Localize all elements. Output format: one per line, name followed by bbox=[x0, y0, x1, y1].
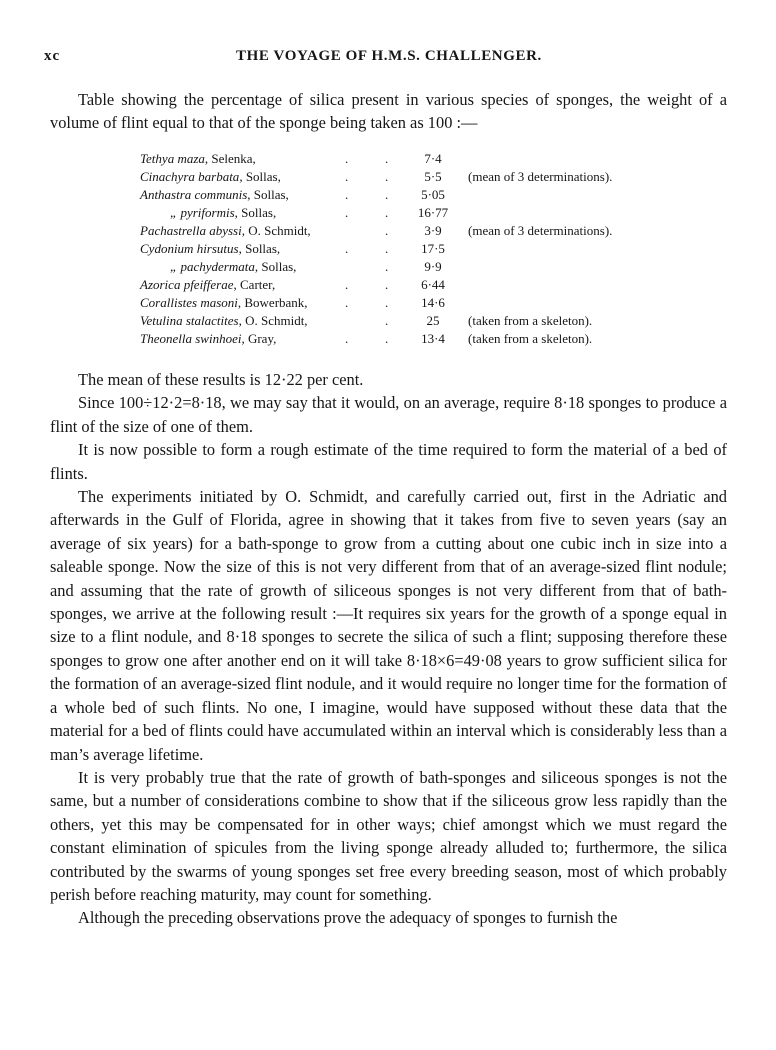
table-row bbox=[140, 150, 660, 168]
leader-dot: . bbox=[385, 331, 389, 346]
silica-percentage: 5·5 bbox=[424, 169, 442, 184]
species-author: , Bowerbank, bbox=[237, 295, 308, 310]
table-row bbox=[140, 168, 660, 186]
silica-percentage: 16·77 bbox=[417, 205, 449, 220]
species-name bbox=[170, 258, 296, 276]
paragraph: The experiments initiated by O. Schmidt, and carefully carried out, first in the Adriatic and afterwards in the Gulf of Florida, agree in showing that it takes from five to seven years (say an average of six years) for a bath-sponge to grow from a cutting about one cubic inch in size into a saleable sponge. Now the size of this is not very different from that of an average-sized flint nodule; and assuming that the rate of growth of siliceous sponges is not very different from that of bath-sponges, we arrive at the following result :—It requires six years for the growth of a sponge equal in size to a flint nodule, and 8·18 sponges to secrete the silica of such a flint; supposing therefore these sponges to grow one after another end on it will take 8·18×6=49·08 years to grow sufficient silica for the formation of an average-sized flint nodule, and it would require no longer time for the formation of a whole bed of such flints. No one, I imagine, would have supposed without these data that the material for a bed of flints could have accumulated within an interval which is considerably less than a man’s average lifetime. bbox=[50, 487, 727, 764]
species-genus: Theonella swinhoei bbox=[140, 331, 242, 346]
leader-dot: . bbox=[385, 259, 389, 274]
species-name bbox=[140, 240, 280, 258]
leader-dot: . bbox=[385, 313, 389, 328]
leader-dot: . bbox=[345, 169, 349, 184]
silica-percentage: 14·6 bbox=[421, 295, 445, 310]
species-genus: „ pachydermata bbox=[170, 259, 255, 274]
leader-dot: . bbox=[385, 187, 389, 202]
page-number: xc bbox=[44, 48, 61, 64]
silica-percentage: 7·4 bbox=[424, 151, 442, 166]
species-name bbox=[140, 168, 281, 186]
table-row bbox=[140, 294, 660, 312]
leader-dot: . bbox=[345, 187, 349, 202]
species-author: , Sollas, bbox=[254, 259, 297, 274]
table-row bbox=[140, 186, 660, 204]
leader-dot: . bbox=[345, 331, 349, 346]
species-genus: Cydonium hirsutus bbox=[140, 241, 239, 256]
species-author: , O. Schmidt, bbox=[238, 313, 308, 328]
species-author: , Carter, bbox=[233, 277, 276, 292]
running-title: THE VOYAGE OF H.M.S. CHALLENGER. bbox=[236, 48, 542, 64]
silica-percentage: 9·9 bbox=[424, 259, 442, 274]
leader-dot: . bbox=[385, 151, 389, 166]
leader-dot: . bbox=[385, 205, 389, 220]
table-caption: Table showing the percentage of silica present in various species of sponges, the weight of a volume of flint equal to that of the sponge being taken as 100 :— bbox=[50, 90, 727, 133]
paragraph: Although the preceding observations prove the adequacy of sponges to furnish the bbox=[78, 908, 618, 928]
leader-dot: . bbox=[385, 277, 389, 292]
table-row bbox=[140, 258, 660, 276]
table-row bbox=[140, 204, 660, 222]
species-author: , Sollas, bbox=[247, 187, 289, 202]
table-caption-block bbox=[50, 88, 727, 135]
species-name bbox=[140, 222, 311, 240]
leader-dot: . bbox=[345, 151, 349, 166]
leader-dot: . bbox=[385, 295, 389, 310]
table-row bbox=[140, 240, 660, 258]
leader-dot: . bbox=[385, 241, 389, 256]
leader-dot: . bbox=[345, 205, 349, 220]
table-note: (mean of 3 determinations). bbox=[468, 223, 613, 238]
paragraph: It is very probably true that the rate of growth of bath-sponges and siliceous sponges is not the same, but a number of considerations combine to show that if the siliceous grow less rapidly than the others, yet this may be compensated for in other ways; chief amongst which we must regard the constant elimination of spicules from the living sponge already alluded to; furthermore, the silica contributed by the swarms of young sponges set free every breeding season, most of which probably perish before reaching maturity, may count for something. bbox=[50, 767, 727, 904]
paragraph: It is now possible to form a rough estimate of the time required to form the material of a bed of flints. bbox=[50, 440, 727, 483]
species-genus: Azorica pfeifferae bbox=[140, 277, 234, 292]
species-author: , Selenka, bbox=[204, 151, 256, 166]
species-name bbox=[170, 204, 276, 222]
table-note: (taken from a skeleton). bbox=[468, 331, 593, 346]
table-note: (mean of 3 determinations). bbox=[468, 169, 613, 184]
silica-percentage: 25 bbox=[426, 313, 440, 328]
table-row bbox=[140, 276, 660, 294]
species-genus: Anthastra communis bbox=[140, 187, 248, 202]
table-row bbox=[140, 312, 660, 330]
body-text bbox=[50, 368, 727, 930]
silica-table bbox=[140, 150, 660, 348]
leader-dot: . bbox=[345, 241, 349, 256]
species-genus: Corallistes masoni bbox=[140, 295, 238, 310]
species-genus: Cinachyra barbata bbox=[140, 169, 240, 184]
species-name bbox=[140, 186, 289, 204]
paragraph: The mean of these results is 12·22 per cent. bbox=[78, 370, 364, 389]
paragraph: Since 100÷12·2=8·18, we may say that it would, on an average, require 8·18 sponges to produce a flint of the size of one of them. bbox=[50, 393, 727, 436]
silica-percentage: 17·5 bbox=[421, 241, 445, 256]
page-header bbox=[0, 46, 776, 70]
table-note: (taken from a skeleton). bbox=[468, 313, 593, 328]
table-row bbox=[140, 222, 660, 240]
species-author: , Sollas, bbox=[239, 169, 281, 184]
species-name bbox=[140, 294, 308, 312]
species-author: , Sollas, bbox=[234, 205, 277, 220]
leader-dot: . bbox=[385, 169, 389, 184]
leader-dot: . bbox=[385, 223, 389, 238]
leader-dot: . bbox=[345, 295, 349, 310]
silica-percentage: 6·44 bbox=[421, 277, 445, 292]
species-genus: Vetulina stalactites bbox=[140, 313, 239, 328]
species-author: , O. Schmidt, bbox=[241, 223, 311, 238]
silica-percentage: 13·4 bbox=[421, 331, 445, 346]
species-author: , Sollas, bbox=[238, 241, 281, 256]
species-name bbox=[140, 330, 276, 348]
species-genus: „ pyriformis bbox=[170, 205, 235, 220]
species-author: , Gray, bbox=[241, 331, 277, 346]
silica-percentage: 3·9 bbox=[424, 223, 442, 238]
species-name bbox=[140, 150, 256, 168]
species-genus: Pachastrella abyssi bbox=[140, 223, 242, 238]
table-row bbox=[140, 330, 660, 348]
leader-dot: . bbox=[345, 277, 349, 292]
species-genus: Tethya maza bbox=[140, 151, 205, 166]
species-name bbox=[140, 312, 308, 330]
silica-percentage: 5·05 bbox=[421, 187, 445, 202]
species-name bbox=[140, 276, 275, 294]
